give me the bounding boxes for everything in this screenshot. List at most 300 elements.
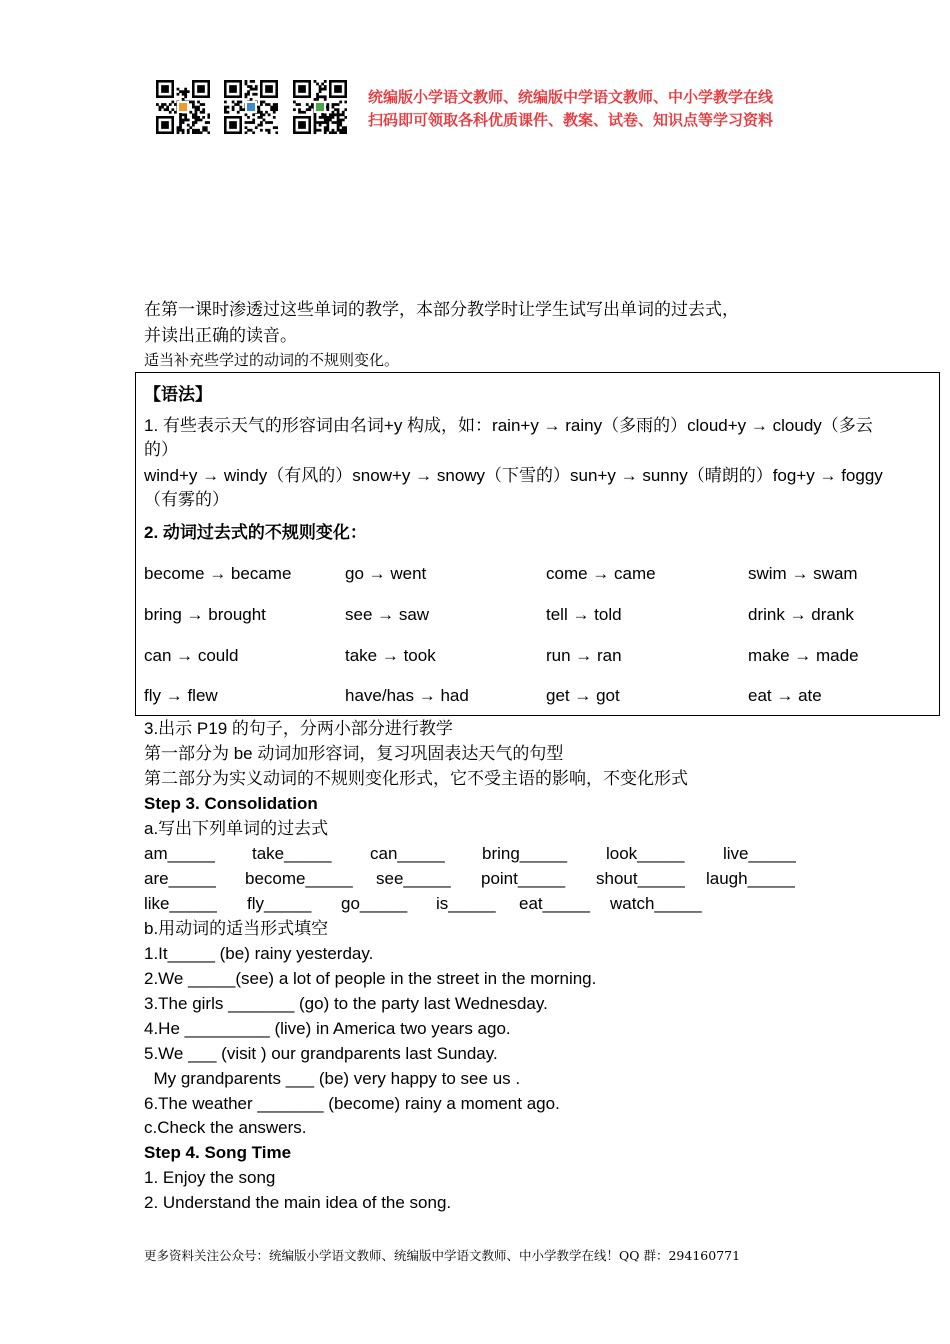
qr-module xyxy=(321,83,324,86)
exercise-word: can_____ xyxy=(370,844,445,863)
exercise-word: laugh_____ xyxy=(706,869,795,888)
qr-module xyxy=(342,126,345,129)
qr-module xyxy=(339,101,342,104)
qr-module xyxy=(177,93,180,96)
qr-module xyxy=(171,108,174,111)
qr-module xyxy=(342,111,345,114)
qr-module xyxy=(273,126,276,129)
qr-module xyxy=(237,111,240,114)
qr-module xyxy=(334,131,337,134)
qr-module xyxy=(207,116,210,119)
qr-module xyxy=(275,131,278,134)
qr-module xyxy=(202,116,205,119)
qr-module xyxy=(314,129,317,132)
qr-module xyxy=(334,103,337,106)
verb-pair: get → got xyxy=(546,686,620,705)
verb-pair: tell → told xyxy=(546,605,622,624)
qr-module xyxy=(314,116,317,119)
qr-module xyxy=(273,106,276,109)
qr-module xyxy=(324,116,327,119)
qr-module xyxy=(342,113,345,116)
qr-module xyxy=(344,131,347,134)
qr-module xyxy=(205,129,208,132)
qr-module xyxy=(192,129,195,132)
qr-module xyxy=(156,103,159,106)
qr-module xyxy=(332,121,335,124)
qr-module xyxy=(250,85,253,88)
exercise-word: see_____ xyxy=(376,869,451,888)
qr-module xyxy=(192,124,195,127)
fill-in-sentence: 5.We ___ (visit ) our grandparents last Sunday. xyxy=(144,1044,498,1063)
teaching-p19: 3.出示 P19 的句子，分两小部分进行教学 xyxy=(144,719,453,738)
qr-module xyxy=(270,106,273,109)
qr-module xyxy=(239,101,242,104)
qr-finder-inner xyxy=(298,85,306,93)
qr-module xyxy=(339,119,342,122)
qr-module xyxy=(344,116,347,119)
qr-module xyxy=(268,131,271,134)
qr-module xyxy=(308,108,311,111)
qr-module xyxy=(293,108,296,111)
qr-module xyxy=(324,126,327,129)
exercise-word: live_____ xyxy=(723,844,796,863)
grammar-heading: 【语法】 xyxy=(144,385,212,404)
qr-module xyxy=(321,113,324,116)
verb-pair: can → could xyxy=(144,646,239,665)
qr-module xyxy=(326,126,329,129)
qr-module xyxy=(250,80,253,83)
qr-module xyxy=(316,95,319,98)
qr-module xyxy=(319,85,322,88)
qr-module xyxy=(252,113,255,116)
qr-module xyxy=(239,108,242,111)
qr-module xyxy=(265,129,268,132)
exercise-word: shout_____ xyxy=(596,869,685,888)
qr-module xyxy=(263,119,266,122)
qr-module xyxy=(316,121,319,124)
qr-finder-inner xyxy=(334,85,342,93)
qr-module xyxy=(224,108,227,111)
qr-module xyxy=(250,98,253,101)
exercise-word: bring_____ xyxy=(482,844,568,863)
qr-module xyxy=(321,95,324,98)
qr-module xyxy=(182,129,185,132)
teaching-part-2: 第二部分为实义动词的不规则变化形式，它不受主语的影响，不变化形式 xyxy=(144,769,688,788)
qr-module xyxy=(321,88,324,91)
qr-module xyxy=(260,129,263,132)
qr-module xyxy=(326,103,329,106)
qr-module xyxy=(195,116,198,119)
verb-pair: make → made xyxy=(748,646,859,665)
qr-module xyxy=(316,98,319,101)
qr-logo xyxy=(316,103,324,111)
qr-module xyxy=(260,116,263,119)
qr-module xyxy=(324,95,327,98)
qr-module xyxy=(245,113,248,116)
exercise-word: is_____ xyxy=(436,894,496,913)
verb-pair: take → took xyxy=(345,646,436,665)
grammar-point-2-title: 2. 动词过去式的不规则变化： xyxy=(144,523,367,542)
qr-module xyxy=(314,98,317,101)
qr-module xyxy=(205,126,208,129)
intro-line-2: 并读出正确的读音。 xyxy=(144,326,297,346)
qr-module xyxy=(275,106,278,109)
qr-module xyxy=(339,131,342,134)
qr-module xyxy=(161,106,164,109)
qr-module xyxy=(247,121,250,124)
qr-module xyxy=(270,108,273,111)
qr-module xyxy=(268,113,271,116)
qr-module xyxy=(316,83,319,86)
qr-module xyxy=(316,93,319,96)
qr-module xyxy=(245,121,248,124)
qr-module xyxy=(319,95,322,98)
qr-module xyxy=(326,129,329,132)
qr-finder-inner xyxy=(229,85,237,93)
qr-module xyxy=(260,113,263,116)
qr-module xyxy=(187,124,190,127)
fill-in-sentence: 4.He _________ (live) in America two years ago. xyxy=(144,1019,511,1038)
qr-module xyxy=(319,88,322,91)
qr-module xyxy=(177,129,180,132)
qr-module xyxy=(189,111,192,114)
qr-code-icon[interactable] xyxy=(293,80,347,134)
qr-module xyxy=(324,131,327,134)
qr-module xyxy=(260,111,263,114)
qr-module xyxy=(227,106,230,109)
qr-module xyxy=(169,111,172,114)
grammar-point-1-d: （有雾的） xyxy=(144,490,229,509)
qr-module xyxy=(234,103,237,106)
qr-module xyxy=(273,108,276,111)
qr-logo xyxy=(179,103,187,111)
grammar-point-1-a: 1. 有些表示天气的形容词由名词+y 构成，如：rain+y → rainy（多雨的）cloud+y → cloudy（多云 xyxy=(144,416,873,435)
qr-module xyxy=(247,90,250,93)
qr-module xyxy=(252,119,255,122)
qr-module xyxy=(268,103,271,106)
qr-module xyxy=(265,103,268,106)
qr-module xyxy=(268,129,271,132)
qr-module xyxy=(237,103,240,106)
step4-item-1: 1. Enjoy the song xyxy=(144,1168,276,1187)
qr-module xyxy=(197,116,200,119)
qr-module xyxy=(202,103,205,106)
qr-module xyxy=(247,116,250,119)
qr-module xyxy=(334,108,337,111)
banner-line-1: 统编版小学语文教师、统编版中学语文教师、中小学教学在线 xyxy=(368,88,774,106)
exercise-word: become_____ xyxy=(245,869,353,888)
qr-module xyxy=(308,106,311,109)
qr-module xyxy=(255,85,258,88)
qr-module xyxy=(314,124,317,127)
qr-module xyxy=(265,121,268,124)
qr-module xyxy=(195,108,198,111)
qr-module xyxy=(321,121,324,124)
qr-module xyxy=(257,116,260,119)
qr-module xyxy=(182,98,185,101)
qr-module xyxy=(242,108,245,111)
qr-module xyxy=(179,124,182,127)
qr-module xyxy=(195,121,198,124)
qr-module xyxy=(260,121,263,124)
step4-title: Step 4. Song Time xyxy=(144,1143,292,1162)
qr-module xyxy=(321,116,324,119)
qr-module xyxy=(224,111,227,114)
qr-module xyxy=(179,90,182,93)
qr-module xyxy=(255,93,258,96)
qr-module xyxy=(195,119,198,122)
qr-module xyxy=(179,119,182,122)
qr-module xyxy=(311,106,314,109)
qr-module xyxy=(195,129,198,132)
qr-module xyxy=(200,111,203,114)
qr-module xyxy=(314,119,317,122)
qr-module xyxy=(159,108,162,111)
qr-module xyxy=(257,108,260,111)
qr-module xyxy=(187,90,190,93)
qr-code-icon[interactable] xyxy=(224,80,278,134)
qr-module xyxy=(174,111,177,114)
qr-module xyxy=(250,88,253,91)
qr-module xyxy=(224,101,227,104)
qr-module xyxy=(260,124,263,127)
qr-module xyxy=(207,131,210,134)
qr-module xyxy=(239,106,242,109)
intro-line-3: 适当补充些学过的动词的不规则变化。 xyxy=(144,351,400,369)
qr-module xyxy=(192,113,195,116)
qr-module xyxy=(314,126,317,129)
qr-module xyxy=(334,121,337,124)
exercise-word: go_____ xyxy=(341,894,408,913)
qr-module xyxy=(177,131,180,134)
qr-module xyxy=(298,108,301,111)
qr-module xyxy=(232,101,235,104)
qr-module xyxy=(306,108,309,111)
qr-module xyxy=(179,121,182,124)
grammar-point-1-c: wind+y → windy（有风的）snow+y → snowy（下雪的）sun+y → sunny（晴朗的）fog+y → foggy xyxy=(144,466,883,485)
fill-in-sentence: 3.The girls _______ (go) to the party last Wednesday. xyxy=(144,994,548,1013)
qr-module xyxy=(164,103,167,106)
qr-module xyxy=(275,103,278,106)
qr-module xyxy=(337,108,340,111)
qr-module xyxy=(257,111,260,114)
qr-module xyxy=(192,121,195,124)
qr-module xyxy=(275,126,278,129)
qr-module xyxy=(268,121,271,124)
qr-module xyxy=(339,124,342,127)
check-answers: c.Check the answers. xyxy=(144,1118,307,1137)
qr-module xyxy=(332,113,335,116)
qr-module xyxy=(337,129,340,132)
qr-module xyxy=(192,101,195,104)
qr-module xyxy=(179,113,182,116)
qr-module xyxy=(187,119,190,122)
qr-module xyxy=(324,80,327,83)
qr-module xyxy=(301,111,304,114)
qr-module xyxy=(329,113,332,116)
qr-module xyxy=(252,80,255,83)
qr-module xyxy=(187,129,190,132)
qr-finder-inner xyxy=(229,121,237,129)
qr-module xyxy=(342,131,345,134)
qr-module xyxy=(342,129,345,132)
qr-module xyxy=(339,129,342,132)
qr-module xyxy=(260,103,263,106)
qr-module xyxy=(314,113,317,116)
qr-module xyxy=(224,106,227,109)
qr-module xyxy=(265,111,268,114)
exercise-word: look_____ xyxy=(606,844,685,863)
qr-module xyxy=(324,113,327,116)
qr-module xyxy=(192,116,195,119)
footer-note: 更多资料关注公众号：统编版小学语文教师、统编版中学语文教师、中小学教学在线！QQ 群：294160771 xyxy=(144,1248,741,1263)
qr-module xyxy=(166,108,169,111)
qr-module xyxy=(184,95,187,98)
qr-module xyxy=(337,103,340,106)
qr-module xyxy=(329,131,332,134)
qr-module xyxy=(339,121,342,124)
qr-logo xyxy=(247,103,255,111)
qr-module xyxy=(192,103,195,106)
qr-module xyxy=(326,106,329,109)
qr-module xyxy=(195,111,198,114)
qr-module xyxy=(195,131,198,134)
exercise-word: point_____ xyxy=(481,869,566,888)
qr-module xyxy=(326,124,329,127)
qr-module xyxy=(296,103,299,106)
qr-module xyxy=(247,93,250,96)
qr-module xyxy=(197,101,200,104)
qr-finder-inner xyxy=(298,121,306,129)
qr-module xyxy=(189,126,192,129)
step3-title: Step 3. Consolidation xyxy=(144,794,318,813)
fill-in-sentence: 6.The weather _______ (become) rainy a moment ago. xyxy=(144,1094,560,1113)
verb-pair: eat → ate xyxy=(748,686,822,705)
exercise-word: take_____ xyxy=(252,844,332,863)
qr-module xyxy=(273,111,276,114)
qr-module xyxy=(245,83,248,86)
qr-module xyxy=(200,131,203,134)
qr-module xyxy=(293,101,296,104)
verb-pair: run → ran xyxy=(546,646,622,665)
qr-module xyxy=(169,103,172,106)
step3-a-title: a.写出下列单词的过去式 xyxy=(144,819,329,838)
qr-module xyxy=(316,129,319,132)
verb-pair: drink → drank xyxy=(748,605,854,624)
qr-module xyxy=(332,116,335,119)
qr-module xyxy=(252,88,255,91)
qr-module xyxy=(247,129,250,132)
qr-module xyxy=(273,103,276,106)
qr-module xyxy=(332,111,335,114)
qr-module xyxy=(179,116,182,119)
qr-module xyxy=(197,108,200,111)
qr-module xyxy=(195,113,198,116)
qr-module xyxy=(237,101,240,104)
qr-module xyxy=(332,103,335,106)
fill-in-sentence: My grandparents ___ (be) very happy to see us . xyxy=(144,1069,521,1088)
qr-module xyxy=(337,121,340,124)
qr-module xyxy=(202,111,205,114)
qr-module xyxy=(332,106,335,109)
qr-module xyxy=(184,116,187,119)
qr-module xyxy=(319,124,322,127)
qr-module xyxy=(202,108,205,111)
qr-module xyxy=(174,103,177,106)
qr-module xyxy=(184,93,187,96)
qr-module xyxy=(184,119,187,122)
qr-module xyxy=(184,88,187,91)
verb-pair: bring → brought xyxy=(144,605,266,624)
qr-module xyxy=(324,98,327,101)
qr-module xyxy=(326,121,329,124)
exercise-word: am_____ xyxy=(144,844,215,863)
qr-module xyxy=(303,111,306,114)
exercise-word: eat_____ xyxy=(519,894,590,913)
qr-module xyxy=(164,108,167,111)
qr-module xyxy=(334,113,337,116)
qr-module xyxy=(324,85,327,88)
qr-module xyxy=(197,131,200,134)
step4-item-2: 2. Understand the main idea of the song. xyxy=(144,1193,452,1212)
qr-module xyxy=(182,93,185,96)
qr-module xyxy=(207,121,210,124)
qr-module xyxy=(252,121,255,124)
qr-module xyxy=(275,108,278,111)
qr-module xyxy=(306,103,309,106)
qr-module xyxy=(184,90,187,93)
qr-module xyxy=(161,103,164,106)
verb-pair: see → saw xyxy=(345,605,430,624)
qr-module xyxy=(197,106,200,109)
exercise-word: fly_____ xyxy=(247,894,312,913)
qr-module xyxy=(263,113,266,116)
qr-module xyxy=(332,129,335,132)
qr-module xyxy=(207,113,210,116)
qr-module xyxy=(171,101,174,104)
step3-b-title: b.用动词的适当形式填空 xyxy=(144,919,329,938)
qr-module xyxy=(202,129,205,132)
qr-module xyxy=(252,131,255,134)
qr-module xyxy=(329,119,332,122)
qr-module xyxy=(326,108,329,111)
qr-module xyxy=(337,124,340,127)
qr-code-icon[interactable] xyxy=(156,80,210,134)
qr-module xyxy=(197,119,200,122)
qr-finder-inner xyxy=(161,121,169,129)
qr-module xyxy=(319,121,322,124)
banner-line-2: 扫码即可领取各科优质课件、教案、试卷、知识点等学习资料 xyxy=(368,111,774,129)
qr-module xyxy=(255,88,258,91)
qr-finder-inner xyxy=(161,85,169,93)
qr-module xyxy=(314,121,317,124)
qr-module xyxy=(192,106,195,109)
qr-module xyxy=(326,119,329,122)
qr-module xyxy=(298,111,301,114)
qr-module xyxy=(200,103,203,106)
teaching-part-1: 第一部分为 be 动词加形容词，复习巩固表达天气的句型 xyxy=(144,744,564,763)
qr-module xyxy=(337,119,340,122)
qr-module xyxy=(324,121,327,124)
exercise-word: like_____ xyxy=(144,894,217,913)
verb-pair: fly → flew xyxy=(144,686,218,705)
qr-module xyxy=(314,80,317,83)
qr-module xyxy=(245,80,248,83)
fill-in-sentence: 1.It_____ (be) rainy yesterday. xyxy=(144,944,374,963)
qr-module xyxy=(255,126,258,129)
qr-module xyxy=(182,121,185,124)
qr-module xyxy=(311,103,314,106)
